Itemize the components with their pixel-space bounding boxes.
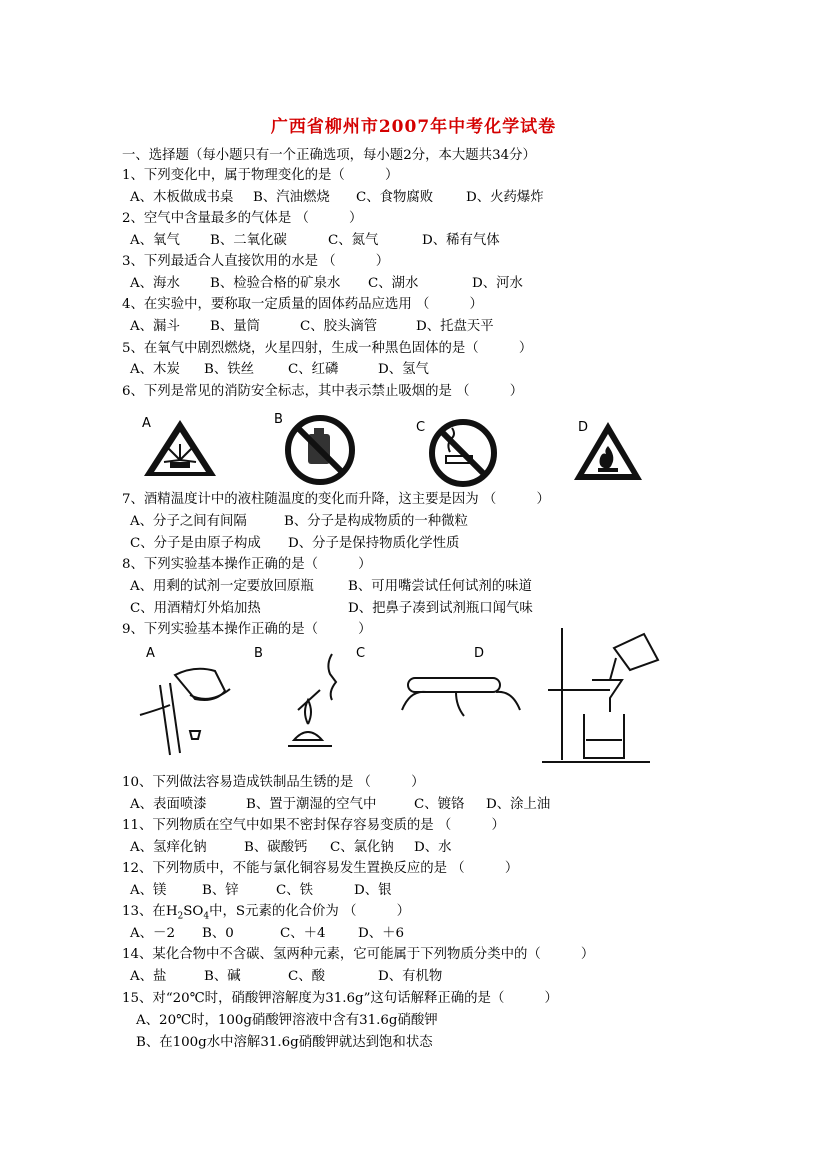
option-d: D、河水 [472, 276, 523, 291]
option-c: C、酸 [288, 969, 326, 984]
question-8-options-row2 [130, 599, 690, 619]
question-13 [122, 902, 410, 927]
option-a: A、20℃时，100g硝酸钾溶液中含有31.6g硝酸钾 [136, 1013, 438, 1028]
option-c: C、用酒精灯外焰加热 [130, 601, 261, 616]
option-b: B、量筒 [210, 319, 261, 334]
option-a: A、木板做成书桌 [130, 190, 234, 205]
option-d: D、托盘天平 [416, 319, 494, 334]
option-c: C、镀铬 [414, 797, 465, 812]
formula-so: SO [183, 904, 204, 919]
question-9: 9、下列实验基本操作正确的是（ ） [122, 622, 372, 637]
question-5-options [130, 360, 690, 380]
option-a: A、表面喷漆 [130, 797, 207, 812]
question-11-options [130, 838, 690, 858]
option-b: B、置于潮湿的空气中 [246, 797, 377, 812]
option-a: A、漏斗 [130, 319, 180, 334]
question-14: 14、某化合物中不含碳、氢两种元素，它可能属于下列物质分类中的（ ） [122, 947, 595, 962]
option-b: B、二氧化碳 [210, 233, 287, 248]
option-b: B、碳酸钙 [244, 840, 308, 855]
option-b: B、铁丝 [204, 362, 255, 377]
question-8-options-row1 [130, 577, 690, 597]
option-a: A、盐 [130, 969, 167, 984]
question-7: 7、酒精温度计中的液柱随温度的变化而升降，这主要是因为 （ ） [122, 492, 550, 507]
option-d: D、有机物 [378, 969, 443, 984]
filtration-apparatus-figure-icon [540, 628, 670, 768]
question-10: 10、下列做法容易造成铁制品生锈的是 （ ） [122, 775, 425, 790]
question-11: 11、下列物质在空气中如果不密封保存容易变质的是 （ ） [122, 818, 505, 833]
option-c: C、氮气 [328, 233, 379, 248]
explosive-warning-sign-icon [140, 418, 220, 478]
subscript-4: 4 [203, 911, 210, 922]
option-d: D、水 [414, 840, 452, 855]
sign-label-b: B [274, 412, 283, 427]
question-7-options-row1 [130, 512, 690, 532]
figure-label-a: A [146, 646, 155, 661]
subscript-2: 2 [177, 911, 184, 922]
question-1: 1、下列变化中，属于物理变化的是（ ） [122, 168, 399, 183]
question-4: 4、在实验中，要称取一定质量的固体药品应选用 （ ） [122, 297, 483, 312]
option-a: A、镁 [130, 883, 167, 898]
option-b: B、分子是构成物质的一种微粒 [284, 514, 468, 529]
option-d: D、把鼻子凑到试剂瓶口闻气味 [348, 601, 533, 616]
question-13-stem-start: 13、在H [122, 904, 178, 919]
option-d: D、火药爆炸 [466, 190, 544, 205]
question-3-options [130, 274, 690, 294]
no-smoking-sign-icon [428, 418, 498, 488]
option-b: B、检验合格的矿泉水 [210, 276, 341, 291]
sign-label-d: D [578, 420, 589, 435]
lighting-alcohol-lamp-figure-icon [284, 650, 364, 755]
option-c: C、胶头滴管 [300, 319, 378, 334]
option-a: A、木炭 [130, 362, 180, 377]
question-2: 2、空气中含量最多的气体是 （ ） [122, 211, 363, 226]
option-a: A、海水 [130, 276, 180, 291]
option-b: B、0 [202, 926, 234, 941]
question-14-options [130, 967, 690, 987]
option-a: A、－2 [130, 926, 175, 941]
figure-label-c: C [356, 646, 366, 661]
option-b: B、在100g水中溶解31.6g硝酸钾就达到饱和状态 [136, 1035, 433, 1050]
question-10-options [130, 795, 690, 815]
option-c: C、红磷 [288, 362, 339, 377]
question-4-options [130, 317, 690, 337]
no-flammables-sign-icon [284, 414, 356, 486]
question-15: 15、对“20℃时，硝酸钾溶解度为31.6g”这句话解释正确的是（ ） [122, 991, 558, 1006]
option-a: A、用剩的试剂一定要放回原瓶 [130, 579, 314, 594]
option-d: D、＋6 [358, 926, 405, 941]
question-12: 12、下列物质中，不能与氯化铜容易发生置换反应的是 （ ） [122, 861, 519, 876]
question-13-stem-end: 中，S元素的化合价为 （ ） [209, 904, 411, 919]
option-c: C、铁 [276, 883, 314, 898]
question-5: 5、在氧气中剧烈燃烧，火星四射，生成一种黑色固体的是（ ） [122, 341, 533, 356]
option-c: C、氯化钠 [330, 840, 394, 855]
option-d: D、分子是保持物质化学性质 [288, 536, 460, 551]
question-7-options-row2 [130, 534, 690, 554]
option-c: C、食物腐败 [356, 190, 434, 205]
test-tube-figure-icon [400, 664, 524, 724]
question-12-options [130, 881, 690, 901]
question-6: 6、下列是常见的消防安全标志，其中表示禁止吸烟的是 （ ） [122, 384, 524, 399]
option-c: C、湖水 [368, 276, 419, 291]
question-3: 3、下列最适合人直接饮用的水是 （ ） [122, 254, 390, 269]
exam-title: 广西省柳州市2007年中考化学试卷 [270, 117, 557, 137]
option-b: B、碱 [204, 969, 241, 984]
flammable-warning-sign-icon [572, 420, 644, 482]
option-b: B、汽油燃烧 [253, 190, 330, 205]
option-c: C、分子是由原子构成 [130, 536, 261, 551]
option-d: D、氢气 [378, 362, 429, 377]
option-c: C、＋4 [280, 926, 326, 941]
option-a: A、氢痒化钠 [130, 840, 207, 855]
pouring-liquid-figure-icon [130, 655, 240, 755]
option-a: A、分子之间有间隔 [130, 514, 247, 529]
figure-label-b: B [254, 646, 263, 661]
question-13-options [130, 924, 690, 944]
question-8: 8、下列实验基本操作正确的是（ ） [122, 557, 372, 572]
option-d: D、银 [354, 883, 392, 898]
option-d: D、涂上油 [486, 797, 551, 812]
figure-label-d: D [474, 646, 485, 661]
option-a: A、氧气 [130, 233, 180, 248]
question-2-options [130, 231, 690, 251]
option-d: D、稀有气体 [422, 233, 500, 248]
question-1-options [130, 188, 690, 208]
section-heading: 一、选择题（每小题只有一个正确选项，每小题2分，本大题共34分） [122, 148, 536, 163]
sign-label-c: C [416, 420, 426, 435]
sign-label-a: A [142, 416, 151, 431]
option-b: B、可用嘴尝试任何试剂的味道 [348, 579, 532, 594]
option-b: B、锌 [202, 883, 239, 898]
